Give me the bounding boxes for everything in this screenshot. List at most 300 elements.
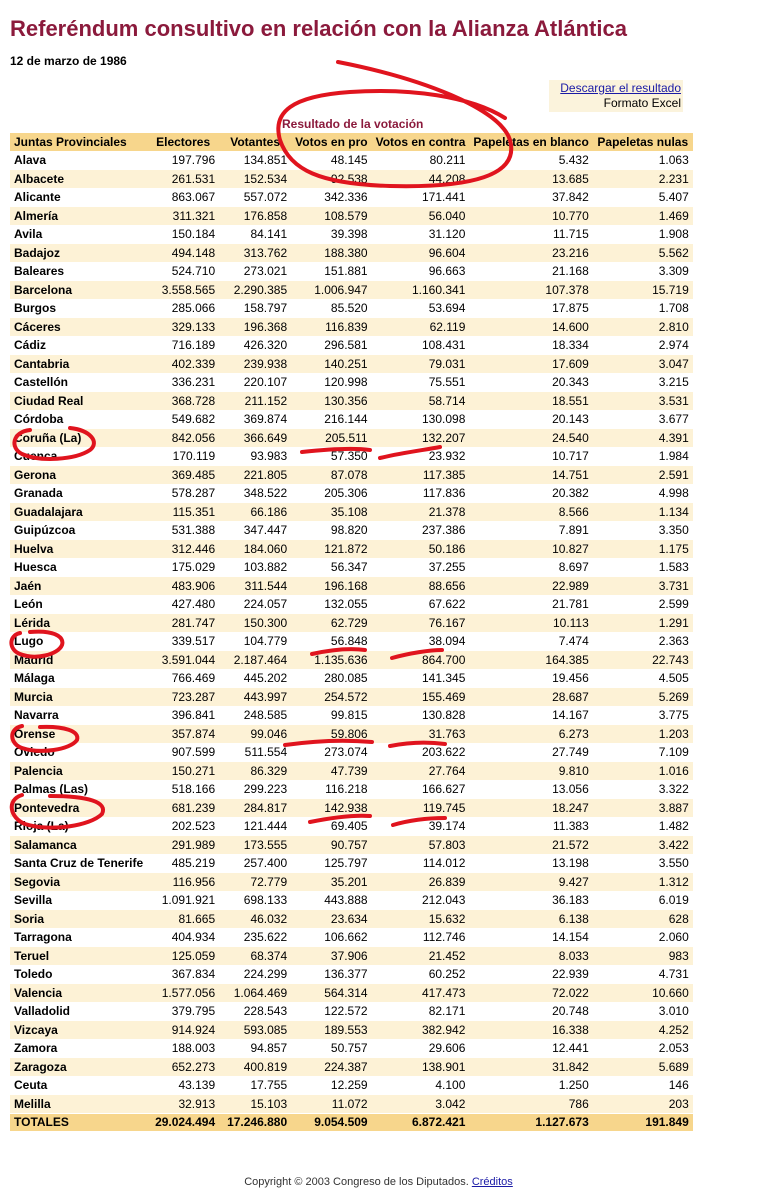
province-name: Guadalajara <box>10 503 147 522</box>
table-cell: 221.805 <box>219 466 291 485</box>
table-cell: 907.599 <box>147 743 219 762</box>
table-cell: 367.834 <box>147 965 219 984</box>
table-row <box>10 151 693 170</box>
table-cell: 3.550 <box>593 854 693 873</box>
table-header-row <box>10 133 693 151</box>
copyright-text: Copyright © 2003 Congreso de los Diputados. <box>244 1176 469 1188</box>
table-row <box>10 1002 693 1021</box>
table-cell: 196.168 <box>291 577 371 596</box>
table-cell: 281.747 <box>147 614 219 633</box>
table-cell: 347.447 <box>219 521 291 540</box>
table-row <box>10 780 693 799</box>
table-cell: 248.585 <box>219 706 291 725</box>
table-cell: 39.398 <box>291 225 371 244</box>
table-cell: 1.583 <box>593 558 693 577</box>
table-row <box>10 873 693 892</box>
table-cell: 863.067 <box>147 188 219 207</box>
table-row <box>10 521 693 540</box>
table-cell: 652.273 <box>147 1058 219 1077</box>
table-cell: 914.924 <box>147 1021 219 1040</box>
table-row <box>10 262 693 281</box>
table-cell: 20.382 <box>469 484 592 503</box>
province-name: Soria <box>10 910 147 929</box>
table-cell: 152.534 <box>219 170 291 189</box>
table-cell: 203.622 <box>372 743 470 762</box>
table-cell: 22.743 <box>593 651 693 670</box>
table-cell: 228.543 <box>219 1002 291 1021</box>
table-cell: 10.827 <box>469 540 592 559</box>
table-cell: 1.160.341 <box>372 281 470 300</box>
province-name: Salamanca <box>10 836 147 855</box>
table-cell: 1.135.636 <box>291 651 371 670</box>
table-cell: 202.523 <box>147 817 219 836</box>
province-name: Valladolid <box>10 1002 147 1021</box>
table-cell: 5.269 <box>593 688 693 707</box>
table-row <box>10 503 693 522</box>
table-cell: 69.405 <box>291 817 371 836</box>
table-cell: 119.745 <box>372 799 470 818</box>
table-cell: 108.579 <box>291 207 371 226</box>
table-row <box>10 577 693 596</box>
table-cell: 173.555 <box>219 836 291 855</box>
table-cell: 3.042 <box>372 1095 470 1114</box>
table-cell: 5.562 <box>593 244 693 263</box>
table-cell: 132.055 <box>291 595 371 614</box>
table-cell: 50.186 <box>372 540 470 559</box>
table-cell: 311.544 <box>219 577 291 596</box>
table-cell: 291.989 <box>147 836 219 855</box>
table-cell: 60.252 <box>372 965 470 984</box>
table-cell: 130.098 <box>372 410 470 429</box>
table-cell: 237.386 <box>372 521 470 540</box>
table-row <box>10 1058 693 1077</box>
table-row <box>10 1076 693 1095</box>
table-row <box>10 558 693 577</box>
table-row <box>10 244 693 263</box>
province-name: Guipúzcoa <box>10 521 147 540</box>
table-cell: 132.207 <box>372 429 470 448</box>
table-cell: 35.108 <box>291 503 371 522</box>
table-cell: 549.682 <box>147 410 219 429</box>
table-cell: 14.154 <box>469 928 592 947</box>
table-cell: 125.797 <box>291 854 371 873</box>
table-cell: 31.842 <box>469 1058 592 1077</box>
table-cell: 164.385 <box>469 651 592 670</box>
credits-link[interactable]: Créditos <box>471 1176 513 1188</box>
province-name: León <box>10 595 147 614</box>
table-cell: 3.010 <box>593 1002 693 1021</box>
table-cell: 14.751 <box>469 466 592 485</box>
table-cell: 299.223 <box>219 780 291 799</box>
table-cell: 593.085 <box>219 1021 291 1040</box>
table-cell: 18.551 <box>469 392 592 411</box>
table-cell: 122.572 <box>291 1002 371 1021</box>
table-cell: 26.839 <box>372 873 470 892</box>
column-header: Papeletas nulas <box>593 133 693 151</box>
table-row <box>10 1095 693 1114</box>
table-cell: 22.989 <box>469 577 592 596</box>
table-cell: 485.219 <box>147 854 219 873</box>
table-cell: 36.183 <box>469 891 592 910</box>
table-cell: 329.133 <box>147 318 219 337</box>
table-cell: 142.938 <box>291 799 371 818</box>
table-cell: 10.113 <box>469 614 592 633</box>
province-name: Huelva <box>10 540 147 559</box>
table-cell: 494.148 <box>147 244 219 263</box>
table-cell: 10.660 <box>593 984 693 1003</box>
table-cell: 12.259 <box>291 1076 371 1095</box>
table-cell: 10.717 <box>469 447 592 466</box>
totals-cell: 6.872.421 <box>372 1113 470 1132</box>
table-cell: 94.857 <box>219 1039 291 1058</box>
province-name: Cáceres <box>10 318 147 337</box>
table-cell: 46.032 <box>219 910 291 929</box>
province-name: Cantabria <box>10 355 147 374</box>
table-cell: 369.874 <box>219 410 291 429</box>
table-row <box>10 392 693 411</box>
table-cell: 1.091.921 <box>147 891 219 910</box>
table-row <box>10 947 693 966</box>
table-cell: 11.383 <box>469 817 592 836</box>
table-cell: 99.046 <box>219 725 291 744</box>
table-row <box>10 743 693 762</box>
table-cell: 8.697 <box>469 558 592 577</box>
totals-cell: 191.849 <box>593 1113 693 1132</box>
table-cell: 11.072 <box>291 1095 371 1114</box>
table-cell: 261.531 <box>147 170 219 189</box>
province-name: Sevilla <box>10 891 147 910</box>
province-name: Tarragona <box>10 928 147 947</box>
table-cell: 20.343 <box>469 373 592 392</box>
table-cell: 8.566 <box>469 503 592 522</box>
table-cell: 564.314 <box>291 984 371 1003</box>
table-cell: 158.797 <box>219 299 291 318</box>
table-cell: 220.107 <box>219 373 291 392</box>
table-cell: 20.748 <box>469 1002 592 1021</box>
table-cell: 140.251 <box>291 355 371 374</box>
table-row <box>10 484 693 503</box>
table-cell: 698.133 <box>219 891 291 910</box>
table-cell: 2.053 <box>593 1039 693 1058</box>
table-row <box>10 299 693 318</box>
table-cell: 82.171 <box>372 1002 470 1021</box>
table-cell: 15.719 <box>593 281 693 300</box>
table-cell: 1.016 <box>593 762 693 781</box>
table-cell: 121.872 <box>291 540 371 559</box>
province-name: Alava <box>10 151 147 170</box>
table-cell: 24.540 <box>469 429 592 448</box>
referendum-date: 12 de marzo de 1986 <box>10 54 127 68</box>
province-name: Almería <box>10 207 147 226</box>
table-row <box>10 336 693 355</box>
download-box <box>549 80 683 112</box>
table-cell: 21.572 <box>469 836 592 855</box>
table-cell: 205.511 <box>291 429 371 448</box>
table-cell: 2.187.464 <box>219 651 291 670</box>
table-cell: 368.728 <box>147 392 219 411</box>
totals-cell: 1.127.673 <box>469 1113 592 1132</box>
table-cell: 3.350 <box>593 521 693 540</box>
table-cell: 336.231 <box>147 373 219 392</box>
table-cell: 84.141 <box>219 225 291 244</box>
table-cell: 80.211 <box>372 151 470 170</box>
table-cell: 184.060 <box>219 540 291 559</box>
table-cell: 38.094 <box>372 632 470 651</box>
province-name: Murcia <box>10 688 147 707</box>
table-cell: 189.553 <box>291 1021 371 1040</box>
footer <box>0 1176 757 1188</box>
table-cell: 842.056 <box>147 429 219 448</box>
table-cell: 211.152 <box>219 392 291 411</box>
province-name: Zaragoza <box>10 1058 147 1077</box>
table-cell: 188.003 <box>147 1039 219 1058</box>
table-cell: 1.984 <box>593 447 693 466</box>
table-cell: 426.320 <box>219 336 291 355</box>
page-title: Referéndum consultivo en relación con la Alianza Atlántica <box>10 16 627 41</box>
table-cell: 76.167 <box>372 614 470 633</box>
table-row <box>10 188 693 207</box>
table-cell: 6.138 <box>469 910 592 929</box>
table-cell: 19.456 <box>469 669 592 688</box>
table-cell: 15.632 <box>372 910 470 929</box>
table-cell: 443.888 <box>291 891 371 910</box>
table-cell: 342.336 <box>291 188 371 207</box>
table-cell: 404.934 <box>147 928 219 947</box>
table-row <box>10 891 693 910</box>
table-cell: 171.441 <box>372 188 470 207</box>
table-cell: 130.828 <box>372 706 470 725</box>
table-cell: 15.103 <box>219 1095 291 1114</box>
table-row <box>10 373 693 392</box>
table-cell: 146 <box>593 1076 693 1095</box>
download-format-label: Formato Excel <box>603 96 681 110</box>
table-cell: 32.913 <box>147 1095 219 1114</box>
table-cell: 150.184 <box>147 225 219 244</box>
province-name: Ceuta <box>10 1076 147 1095</box>
table-cell: 1.134 <box>593 503 693 522</box>
table-cell: 257.400 <box>219 854 291 873</box>
table-row <box>10 836 693 855</box>
table-cell: 117.836 <box>372 484 470 503</box>
table-cell: 151.881 <box>291 262 371 281</box>
table-cell: 75.551 <box>372 373 470 392</box>
table-cell: 369.485 <box>147 466 219 485</box>
table-cell: 116.218 <box>291 780 371 799</box>
province-name: Cádiz <box>10 336 147 355</box>
table-cell: 518.166 <box>147 780 219 799</box>
table-cell: 99.815 <box>291 706 371 725</box>
table-cell: 47.739 <box>291 762 371 781</box>
table-cell: 57.803 <box>372 836 470 855</box>
table-cell: 121.444 <box>219 817 291 836</box>
table-cell: 62.119 <box>372 318 470 337</box>
table-cell: 786 <box>469 1095 592 1114</box>
table-cell: 2.290.385 <box>219 281 291 300</box>
table-cell: 27.764 <box>372 762 470 781</box>
totals-cell: 17.246.880 <box>219 1113 291 1132</box>
table-cell: 11.715 <box>469 225 592 244</box>
table-cell: 58.714 <box>372 392 470 411</box>
table-row <box>10 595 693 614</box>
table-row <box>10 447 693 466</box>
table-cell: 2.974 <box>593 336 693 355</box>
province-name: Jaén <box>10 577 147 596</box>
province-name: Pontevedra <box>10 799 147 818</box>
table-cell: 6.019 <box>593 891 693 910</box>
table-cell: 22.939 <box>469 965 592 984</box>
province-name: Alicante <box>10 188 147 207</box>
table-cell: 98.820 <box>291 521 371 540</box>
table-cell: 18.247 <box>469 799 592 818</box>
table-row <box>10 614 693 633</box>
table-cell: 3.309 <box>593 262 693 281</box>
table-row <box>10 669 693 688</box>
table-row <box>10 854 693 873</box>
table-cell: 864.700 <box>372 651 470 670</box>
table-cell: 3.887 <box>593 799 693 818</box>
table-row <box>10 318 693 337</box>
table-cell: 96.604 <box>372 244 470 263</box>
table-row <box>10 540 693 559</box>
column-header: Papeletas en blanco <box>469 133 592 151</box>
table-cell: 155.469 <box>372 688 470 707</box>
province-name: Málaga <box>10 669 147 688</box>
table-cell: 3.775 <box>593 706 693 725</box>
table-cell: 1.250 <box>469 1076 592 1095</box>
download-result-link[interactable]: Descargar el resultado <box>560 81 681 95</box>
table-cell: 150.300 <box>219 614 291 633</box>
province-name: Segovia <box>10 873 147 892</box>
table-cell: 312.446 <box>147 540 219 559</box>
table-cell: 3.558.565 <box>147 281 219 300</box>
table-cell: 56.040 <box>372 207 470 226</box>
table-cell: 203 <box>593 1095 693 1114</box>
table-cell: 224.387 <box>291 1058 371 1077</box>
table-cell: 13.198 <box>469 854 592 873</box>
table-cell: 21.452 <box>372 947 470 966</box>
table-cell: 3.422 <box>593 836 693 855</box>
table-cell: 212.043 <box>372 891 470 910</box>
table-cell: 3.591.044 <box>147 651 219 670</box>
table-cell: 723.287 <box>147 688 219 707</box>
province-name: Castellón <box>10 373 147 392</box>
table-cell: 3.215 <box>593 373 693 392</box>
table-cell: 21.378 <box>372 503 470 522</box>
table-cell: 20.143 <box>469 410 592 429</box>
table-cell: 17.609 <box>469 355 592 374</box>
table-cell: 1.175 <box>593 540 693 559</box>
province-name: Palmas (Las) <box>10 780 147 799</box>
table-cell: 14.167 <box>469 706 592 725</box>
table-cell: 285.066 <box>147 299 219 318</box>
table-cell: 37.255 <box>372 558 470 577</box>
table-cell: 56.347 <box>291 558 371 577</box>
table-cell: 296.581 <box>291 336 371 355</box>
table-cell: 120.998 <box>291 373 371 392</box>
table-cell: 188.380 <box>291 244 371 263</box>
table-cell: 224.057 <box>219 595 291 614</box>
table-cell: 10.770 <box>469 207 592 226</box>
table-row <box>10 429 693 448</box>
province-name: Orense <box>10 725 147 744</box>
table-cell: 578.287 <box>147 484 219 503</box>
table-cell: 115.351 <box>147 503 219 522</box>
table-cell: 339.517 <box>147 632 219 651</box>
province-name: Oviedo <box>10 743 147 762</box>
table-cell: 4.100 <box>372 1076 470 1095</box>
table-cell: 28.687 <box>469 688 592 707</box>
table-cell: 72.022 <box>469 984 592 1003</box>
table-cell: 716.189 <box>147 336 219 355</box>
table-cell: 427.480 <box>147 595 219 614</box>
column-header: Juntas Provinciales <box>10 133 147 151</box>
table-cell: 3.047 <box>593 355 693 374</box>
table-cell: 557.072 <box>219 188 291 207</box>
table-cell: 2.231 <box>593 170 693 189</box>
province-name: Madrid <box>10 651 147 670</box>
table-cell: 1.312 <box>593 873 693 892</box>
table-cell: 511.554 <box>219 743 291 762</box>
table-cell: 7.109 <box>593 743 693 762</box>
table-cell: 3.677 <box>593 410 693 429</box>
table-cell: 176.858 <box>219 207 291 226</box>
table-cell: 116.839 <box>291 318 371 337</box>
table-cell: 21.781 <box>469 595 592 614</box>
table-cell: 14.600 <box>469 318 592 337</box>
table-cell: 400.819 <box>219 1058 291 1077</box>
province-name: Granada <box>10 484 147 503</box>
province-name: Rioja (La) <box>10 817 147 836</box>
table-cell: 313.762 <box>219 244 291 263</box>
table-cell: 35.201 <box>291 873 371 892</box>
column-header: Votos en pro <box>291 133 371 151</box>
table-row <box>10 651 693 670</box>
table-cell: 39.174 <box>372 817 470 836</box>
province-name: Ciudad Real <box>10 392 147 411</box>
table-cell: 402.339 <box>147 355 219 374</box>
province-name: Cuenca <box>10 447 147 466</box>
table-cell: 90.757 <box>291 836 371 855</box>
table-row <box>10 1021 693 1040</box>
table-cell: 175.029 <box>147 558 219 577</box>
table-cell: 196.368 <box>219 318 291 337</box>
table-cell: 7.474 <box>469 632 592 651</box>
table-cell: 2.810 <box>593 318 693 337</box>
table-cell: 23.634 <box>291 910 371 929</box>
table-cell: 72.779 <box>219 873 291 892</box>
table-cell: 254.572 <box>291 688 371 707</box>
table-cell: 6.273 <box>469 725 592 744</box>
table-cell: 2.363 <box>593 632 693 651</box>
table-cell: 27.749 <box>469 743 592 762</box>
table-cell: 150.271 <box>147 762 219 781</box>
table-cell: 4.391 <box>593 429 693 448</box>
province-name: Baleares <box>10 262 147 281</box>
table-cell: 23.932 <box>372 447 470 466</box>
table-cell: 21.168 <box>469 262 592 281</box>
table-cell: 44.208 <box>372 170 470 189</box>
table-cell: 13.685 <box>469 170 592 189</box>
table-row <box>10 281 693 300</box>
table-cell: 116.956 <box>147 873 219 892</box>
table-cell: 983 <box>593 947 693 966</box>
province-name: Gerona <box>10 466 147 485</box>
table-cell: 37.842 <box>469 188 592 207</box>
table-cell: 13.056 <box>469 780 592 799</box>
province-name: Córdoba <box>10 410 147 429</box>
table-cell: 31.120 <box>372 225 470 244</box>
table-cell: 67.622 <box>372 595 470 614</box>
